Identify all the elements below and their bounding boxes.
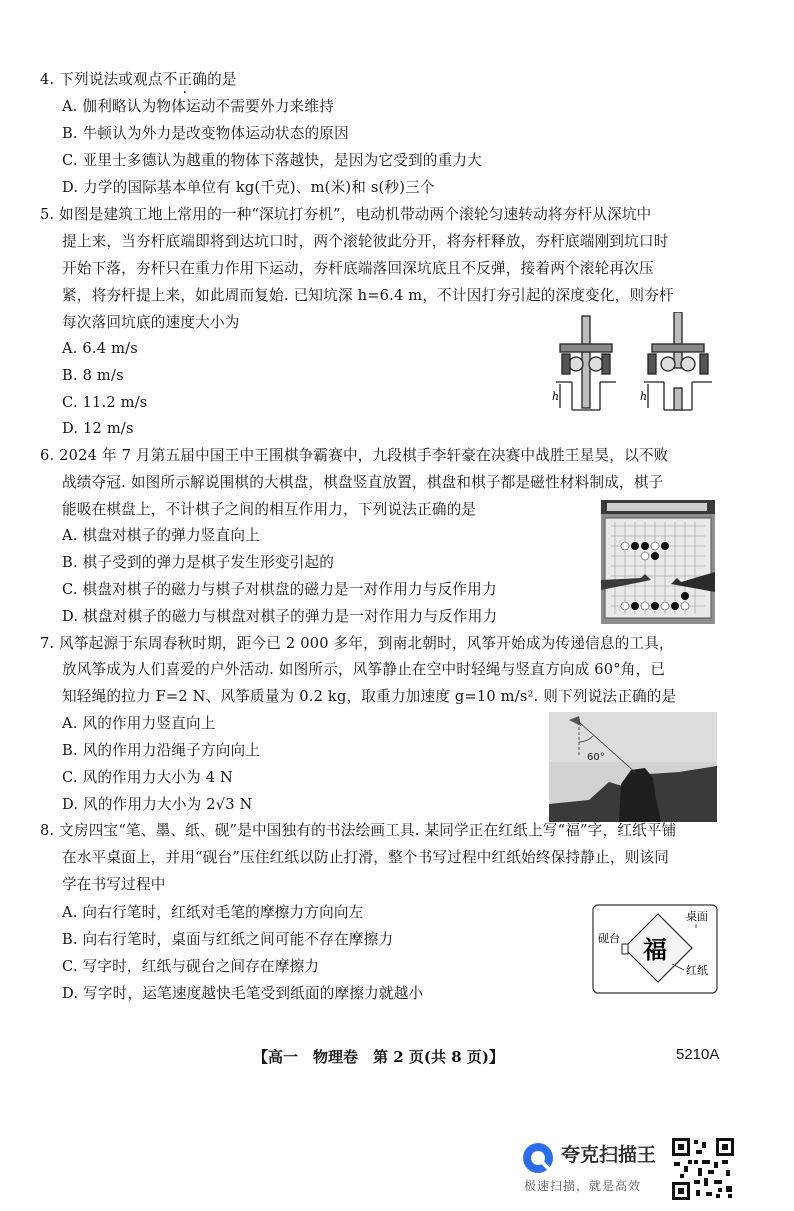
q6-stem-line: 6. 2024 年 7 月第五届中国王中王围棋争霸赛中，九段棋手李轩豪在决赛中战胜王星昊，以不败 <box>40 447 669 464</box>
q4-stem-text-end: 的是 <box>207 71 237 88</box>
q8-figure-fu-character: 福 <box>643 935 667 964</box>
q8-figure-desk-label: 桌面 <box>686 910 708 923</box>
q5-stem-line: 提上来，当夯杆底端即将到达坑口时，两个滚轮彼此分开，将夯杆释放，夯杆底端刚到坑口时 <box>62 233 669 250</box>
q7-stem-line: 放风筝成为人们喜爱的户外活动. 如图所示，风筝静止在空中时轻绳与竖直方向成 60°角，已 <box>62 661 666 678</box>
q5-option-a: A. 6.4 m/s <box>62 340 138 357</box>
q5-option-d: D. 12 m/s <box>62 420 134 437</box>
q5-stem-line: 开始下落，夯杆只在重力作用下运动，夯杆底端落回深坑底且不反弹，接着两个滚轮再次压 <box>62 260 654 277</box>
q4-stem <box>40 70 237 90</box>
q5-option-c: C. 11.2 m/s <box>62 394 148 411</box>
quark-logo-icon <box>520 1140 556 1176</box>
q7-stem-line: 7. 风筝起源于东周春秋时期，距今已 2 000 多年，到南北朝时，风筝开始成为传递信息的工具， <box>40 635 674 652</box>
q5-option-b: B. 8 m/s <box>62 367 124 384</box>
q5-stem-line: 5. 如图是建筑工地上常用的一种“深坑打夯机”，电动机带动两个滚轮匀速转动将夯杆从深坑中 <box>40 206 652 223</box>
q7-option-c: C. 风的作用力大小为 4 N <box>62 769 234 786</box>
q6-option-b: B. 棋子受到的弹力是棋子发生形变引起的 <box>62 554 335 571</box>
qr-code <box>670 1136 736 1202</box>
pile-driver-figure <box>548 312 718 414</box>
q4-option-a: A. 伽利略认为物体运动不需要外力来维持 <box>62 98 334 115</box>
q8-option-a: A. 向右行笔时，红纸对毛笔的摩擦力方向向左 <box>62 904 364 921</box>
q4-option-c: C. 亚里士多德认为越重的物体下落越快，是因为它受到的重力大 <box>62 152 482 169</box>
q6-option-a: A. 棋盘对棋子的弹力竖直向上 <box>62 527 260 544</box>
q6-stem-line: 战绩夺冠. 如图所示解说围棋的大棋盘，棋盘竖直放置，棋盘和棋子都是磁性材料制成，棋子 <box>62 474 664 491</box>
go-board-photo <box>601 500 715 624</box>
q8-stem-line: 学在书写过程中 <box>62 876 166 893</box>
q4-option-b: B. 牛顿认为外力是改变物体运动状态的原因 <box>62 125 349 142</box>
q7-option-d: D. 风的作用力大小为 2√3 N <box>62 796 253 813</box>
q8-stem-line: 在水平桌面上，并用“砚台”压住红纸以防止打滑，整个书写过程中红纸始终保持静止，则该同 <box>62 849 670 866</box>
q8-option-d: D. 写字时，运笔速度越快毛笔受到纸面的摩擦力就越小 <box>62 985 424 1002</box>
q6-option-d: D. 棋盘对棋子的磁力与棋盘对棋子的弹力是一对作用力与反作用力 <box>62 608 498 625</box>
page-footer: 【高一 物理卷 第 2 页(共 8 页)】 <box>253 1048 504 1066</box>
q4-stem-emphasis: 不正确 <box>162 71 208 88</box>
q7-stem-line: 知轻绳的拉力 F=2 N、风筝质量为 0.2 kg，取重力加速度 g=10 m/s². 则下列说法正确的是 <box>62 688 677 705</box>
q4-option-d: D. 力学的国际基本单位有 kg(千克)、m(米)和 s(秒)三个 <box>62 179 435 196</box>
scanner-tagline: 极速扫描，就是高效 <box>524 1179 642 1193</box>
q8-figure-inkstone-label: 砚台 <box>598 932 620 945</box>
q6-option-c: C. 棋盘对棋子的磁力与棋子对棋盘的磁力是一对作用力与反作用力 <box>62 581 497 598</box>
q8-option-c: C. 写字时，红纸与砚台之间存在摩擦力 <box>62 958 320 975</box>
q7-option-a: A. 风的作用力竖直向上 <box>62 715 216 732</box>
q7-figure-angle-label: 60° <box>587 752 605 763</box>
writing-desk-figure <box>592 904 718 994</box>
q6-stem-line: 能吸在棋盘上，不计棋子之间的相互作用力，下列说法正确的是 <box>62 501 477 518</box>
q5-figure-label-h: h <box>552 390 560 403</box>
scanner-brand-name: 夸克扫描王 <box>561 1144 657 1166</box>
q5-figure-label-h: h <box>640 390 648 403</box>
q8-stem-line: 8. 文房四宝“笔、墨、纸、砚”是中国独有的书法绘画工具. 某同学正在红纸上写“福”字，红纸平铺 <box>40 822 677 839</box>
q4-stem-text: 4. 下列说法或观点 <box>40 71 163 88</box>
q5-stem-line: 紧，将夯杆提上来，如此周而复始. 已知坑深 h=6.4 m，不计因打夯引起的深度变化，则夯杆 <box>62 287 674 304</box>
q8-figure-paper-label: 红纸 <box>686 964 708 977</box>
exam-code: 5210A <box>676 1046 720 1063</box>
kite-photo <box>549 712 717 822</box>
q7-option-b: B. 风的作用力沿绳子方向向上 <box>62 742 261 759</box>
q5-stem-line: 每次落回坑底的速度大小为 <box>62 314 240 331</box>
q8-option-b: B. 向右行笔时，桌面与红纸之间可能不存在摩擦力 <box>62 931 394 948</box>
